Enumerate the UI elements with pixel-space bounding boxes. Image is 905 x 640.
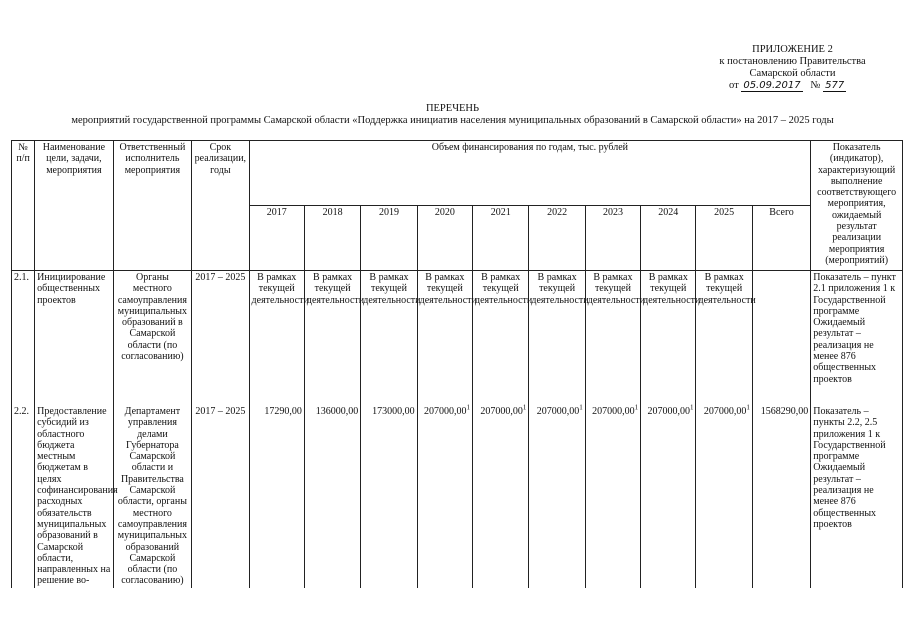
row-value — [249, 405, 304, 588]
row-value — [417, 405, 472, 588]
total-header: Всего — [752, 206, 810, 271]
year-header: 2019 — [361, 206, 417, 271]
row-value: В рамках текущей деятельности — [417, 271, 472, 406]
row-indicator: Показатель – пункт 2.1 приложения 1 к Государственной программе Ожидаемый результат – реализация не менее 876 общественных проектов — [811, 271, 903, 406]
year-header: 2017 — [249, 206, 304, 271]
header-term: Срок реализации, годы — [192, 141, 249, 271]
row-value: В рамках текущей деятельности — [304, 271, 360, 406]
row-total — [752, 271, 810, 406]
row-term: 2017 – 2025 — [192, 271, 249, 406]
value-text: 207000,00 — [536, 406, 580, 417]
row-num: 2.2. — [12, 405, 35, 588]
footnote-mark: 1 — [466, 403, 471, 412]
value-text: 173000,00 — [372, 406, 415, 417]
header-funding: Объем финансирования по годам, тыс. рублей — [249, 141, 811, 206]
row-total: 1568290,00 — [752, 405, 810, 588]
value-text: 136000,00 — [315, 406, 359, 417]
row-value — [361, 405, 417, 588]
table-row — [12, 271, 903, 406]
year-header: 2018 — [304, 206, 360, 271]
header-num: № п/п — [12, 141, 35, 271]
footnote-mark: 1 — [689, 403, 694, 412]
value-text: 207000,00 — [647, 406, 690, 417]
number-label: № — [810, 80, 821, 91]
appendix-header — [700, 44, 885, 80]
year-header: 2021 — [473, 206, 529, 271]
value-text: 207000,00 — [424, 406, 467, 417]
row-value — [696, 405, 752, 588]
value-text: 207000,00 — [703, 406, 747, 417]
document-subtitle: мероприятий государственной программы Самарской области «Поддержка инициатив населения муниципальных образований в Самарской области» на 2017 – 2025 годы — [71, 115, 834, 126]
row-value: В рамках текущей деятельности — [249, 271, 304, 406]
resolution-date: 05.09.2017 — [743, 80, 801, 91]
footnote-mark: 1 — [522, 403, 527, 412]
from-label: от — [729, 80, 739, 91]
row-value: В рамках текущей деятельности — [529, 271, 585, 406]
row-num: 2.1. — [12, 271, 35, 406]
row-executor: Органы местного самоуправления муниципальных образований в Самарской области (по согласованию) — [113, 271, 192, 406]
appendix-region: Самарской области — [749, 68, 836, 79]
row-value: В рамках текущей деятельности — [641, 271, 696, 406]
row-name: Предоставление субсидий из областного бюджета местным бюджетам в целях софинансирования расходных обязательств муниципальных образований в Самарской области, направленных на решение во- — [35, 405, 114, 588]
measures-table — [11, 140, 903, 588]
row-value: В рамках текущей деятельности — [696, 271, 752, 406]
year-header: 2025 — [696, 206, 752, 271]
row-value — [529, 405, 585, 588]
resolution-date-number — [729, 80, 846, 91]
row-value — [473, 405, 529, 588]
row-value — [304, 405, 360, 588]
row-value: В рамках текущей деятельности — [361, 271, 417, 406]
year-header: 2020 — [417, 206, 472, 271]
year-header: 2022 — [529, 206, 585, 271]
footnote-mark: 1 — [579, 403, 583, 412]
value-text: 207000,00 — [592, 406, 635, 417]
row-value — [641, 405, 696, 588]
row-executor: Департамент управления делами Губернатора Самарской области и Правительства Самарской области, органы местного самоуправления муниципальных образований Самарской области (по согласованию) — [113, 405, 192, 588]
header-indicator: Показатель (индикатор), характеризующий выполнение соответствующего мероприятия, ожидаемый результат реализации мероприятия (мероприятий) — [811, 141, 903, 271]
year-header: 2024 — [641, 206, 696, 271]
footnote-mark: 1 — [634, 403, 639, 412]
resolution-number: 577 — [825, 80, 845, 91]
row-term: 2017 – 2025 — [192, 405, 249, 588]
year-header: 2023 — [585, 206, 640, 271]
appendix-resolution: к постановлению Правительства — [719, 56, 866, 67]
row-value: В рамках текущей деятельности — [473, 271, 529, 406]
value-text: 17290,00 — [264, 406, 302, 417]
footnote-mark: 1 — [746, 403, 750, 412]
row-name: Инициирование общественных проектов — [35, 271, 114, 406]
header-name: Наименование цели, задачи, мероприятия — [35, 141, 114, 271]
table-row — [12, 405, 903, 588]
appendix-label: ПРИЛОЖЕНИЕ 2 — [752, 44, 833, 55]
document-title: ПЕРЕЧЕНЬ — [425, 103, 480, 114]
value-text: 207000,00 — [480, 406, 523, 417]
header-row — [12, 141, 903, 206]
row-indicator: Показатель – пункты 2.2, 2.5 приложения 1 к Государственной программе Ожидаемый результат – реализация не менее 876 общественных проектов — [811, 405, 903, 588]
header-executor: Ответственный исполнитель мероприятия — [113, 141, 192, 271]
row-value: В рамках текущей деятельности — [585, 271, 640, 406]
row-value — [585, 405, 640, 588]
